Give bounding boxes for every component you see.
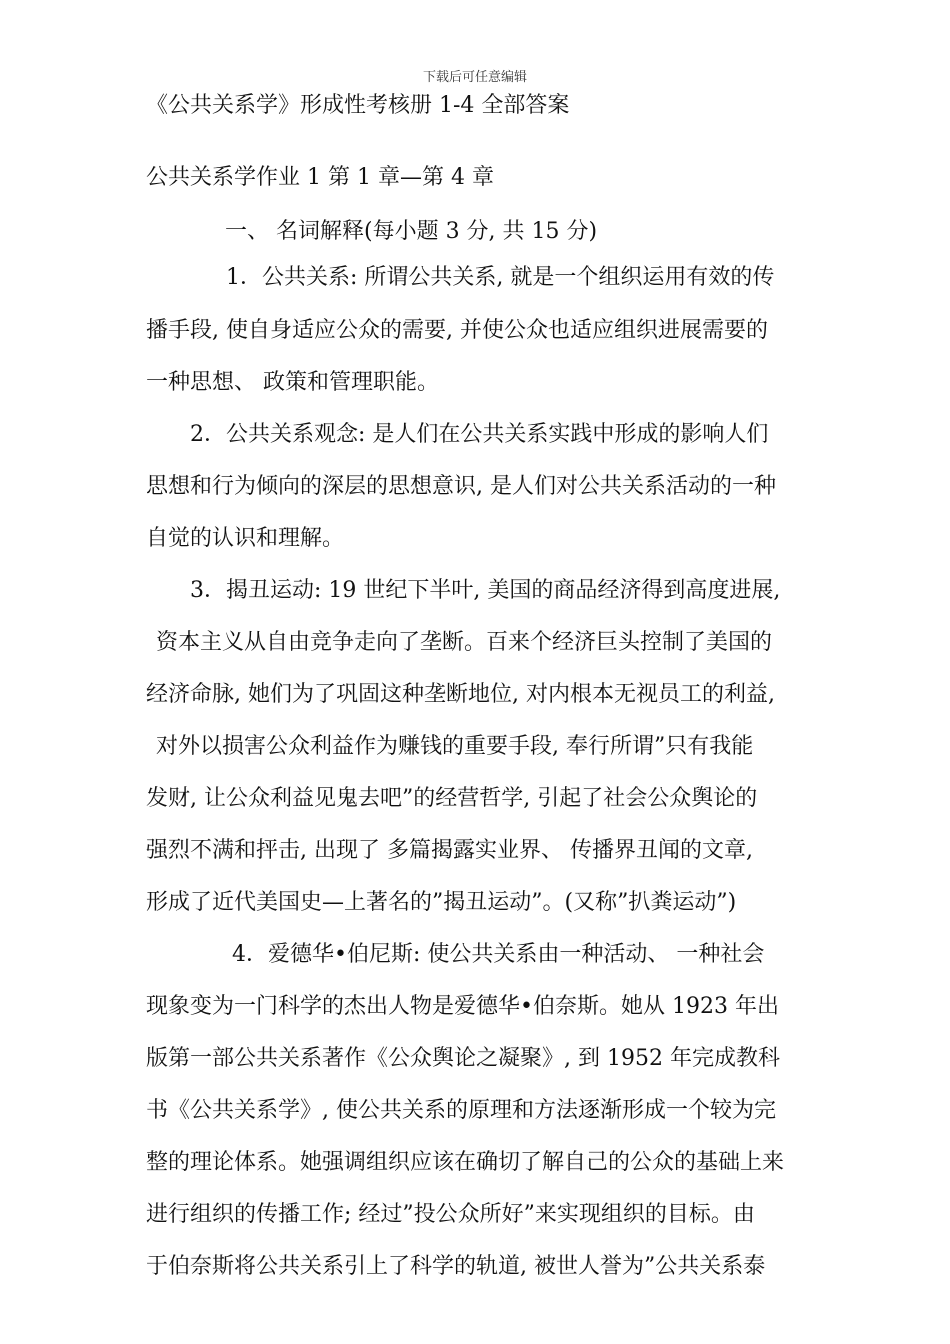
text-line: 1．公共关系: 所谓公共关系, 就是一个组织运用有效的传	[226, 265, 775, 290]
text-line: 书《公共关系学》, 使公共关系的原理和方法逐渐形成一个较为完	[146, 1098, 776, 1123]
text-line: 播手段, 使自身适应公众的需要, 并使公众也适应组织进展需要的	[146, 318, 768, 343]
document-subtitle: 公共关系学作业 1 第 1 章—第 4 章	[146, 165, 494, 190]
text-line: 一种思想、 政策和管理职能。	[146, 370, 439, 395]
text-line: 进行组织的传播工作; 经过”投公众所好”来实现组织的目标。由	[146, 1202, 755, 1227]
text-line: 自觉的认识和理解。	[146, 526, 345, 551]
header-note: 下载后可任意编辑	[422, 70, 527, 85]
text-line: 对外以损害公众利益作为赚钱的重要手段, 奉行所谓”只有我能	[156, 734, 754, 759]
text-line: 形成了近代美国史—上著名的”揭丑运动”。(又称”扒粪运动”)	[146, 890, 737, 915]
text-line: 发财, 让公众利益见鬼去吧”的经营哲学, 引起了社会公众舆论的	[146, 786, 758, 811]
document-title: 《公共关系学》形成性考核册 1-4 全部答案	[146, 93, 570, 118]
text-line: 4．爱德华•伯尼斯: 使公共关系由一种活动、 一种社会	[232, 942, 765, 967]
section-heading: 一、 名词解释(每小题 3 分, 共 15 分)	[225, 219, 598, 244]
text-line: 资本主义从自由竞争走向了垄断。百来个经济巨头控制了美国的	[156, 630, 773, 655]
text-line: 强烈不满和抨击, 出现了 多篇揭露实业界、 传播界丑闻的文章,	[146, 838, 753, 863]
text-line: 经济命脉, 她们为了巩固这种垄断地位, 对内根本无视员工的利益,	[146, 682, 775, 707]
text-line: 3．揭丑运动: 19 世纪下半叶, 美国的商品经济得到高度进展,	[190, 578, 781, 603]
text-line: 版第一部公共关系著作《公众舆论之凝聚》, 到 1952 年完成教科	[146, 1046, 780, 1071]
text-line: 现象变为一门科学的杰出人物是爱德华•伯奈斯。她从 1923 年出	[146, 994, 779, 1019]
text-line: 2．公共关系观念: 是人们在公共关系实践中形成的影响人们	[190, 422, 769, 447]
text-line: 思想和行为倾向的深层的思想意识, 是人们对公共关系活动的一种	[146, 474, 776, 499]
text-line: 于伯奈斯将公共关系引上了科学的轨道, 被世人誉为”公共关系泰	[146, 1254, 766, 1279]
text-line: 整的理论体系。她强调组织应该在确切了解自己的公众的基础上来	[146, 1150, 785, 1175]
